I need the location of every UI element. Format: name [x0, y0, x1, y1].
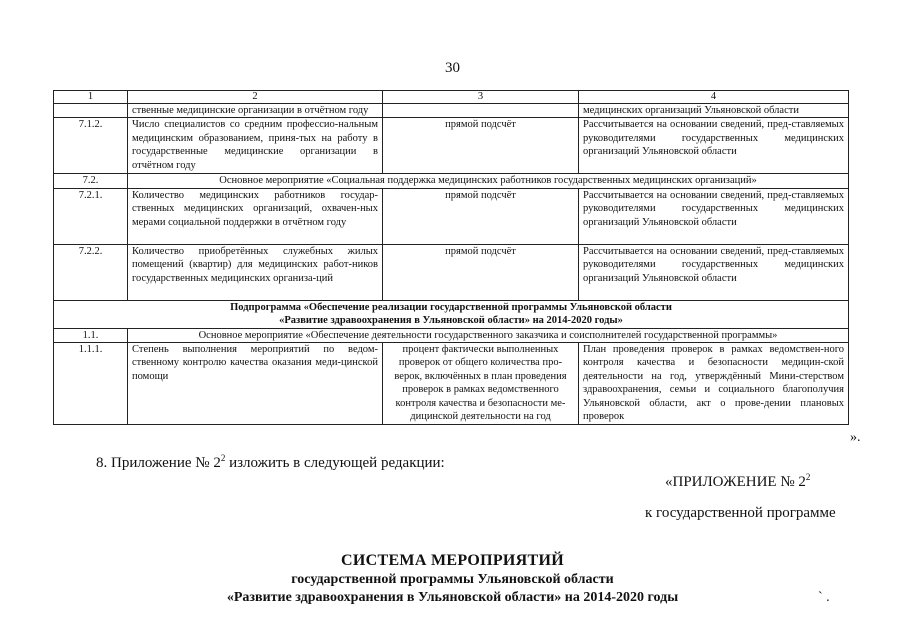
row-number: 7.2. [54, 174, 128, 188]
document-subtitle-program: «Развитие здравоохранения в Ульяновской области» на 2014-2020 годы [226, 590, 679, 605]
calculation-method: прямой подсчёт [383, 188, 579, 244]
calculation-method [383, 104, 579, 118]
state-program-line: к государственной программе [645, 505, 836, 521]
amendment-tail: изложить в следующей редакции: [225, 455, 445, 471]
scan-specks: ` . [818, 590, 830, 605]
section-row [54, 328, 849, 342]
row-number: 1.1.1. [54, 343, 128, 425]
measures-table [53, 90, 849, 425]
section-title: Основное мероприятие «Обеспечение деятельности государственного заказчика и соисполнителей государственной программы» [128, 328, 849, 342]
row-number [54, 104, 128, 118]
calculation-method: прямой подсчёт [383, 244, 579, 300]
data-source: Рассчитывается на основании сведений, пред-ставляемых руководителями государственных медицинских организаций Ульяновской области [579, 244, 849, 300]
calculation-method: процент фактически выполненных проверок от общего количества про-верок, включённых в план проведения проверок в рамках ведомственного контроля качества и безопасности ме-дицинской деятельности на год [383, 343, 579, 425]
table-row [54, 343, 849, 425]
amendment-paragraph [96, 455, 445, 472]
appendix-label [665, 474, 810, 491]
row-number: 1.1. [54, 328, 128, 342]
data-source: План проведения проверок в рамках ведомствен-ного контроля качества и безопасности медицин-ской деятельности на год, утверждённый Мини-стерством здравоохранения, семьи и социального благополучия Ульяновской области, акт о прове-дении плановых проверок [579, 343, 849, 425]
data-source: Рассчитывается на основании сведений, пред-ставляемых руководителями государственных медицинских организаций Ульяновской области [579, 118, 849, 174]
closing-quote: ». [850, 430, 861, 445]
calculation-method: прямой подсчёт [383, 118, 579, 174]
page-number: 30 [445, 60, 460, 76]
appendix-text: «ПРИЛОЖЕНИЕ № 2 [665, 474, 806, 490]
section-row [54, 174, 849, 188]
subprogram-title-line1: Подпрограмма «Обеспечение реализации государственной программы Ульяновской области [230, 301, 672, 313]
subprogram-row [54, 300, 849, 328]
document-subtitle: государственной программы Ульяновской области [291, 572, 614, 587]
table-row [54, 188, 849, 244]
header-cell-2: 2 [128, 91, 383, 104]
document-title: СИСТЕМА МЕРОПРИЯТИЙ [341, 552, 564, 569]
header-cell-4: 4 [579, 91, 849, 104]
subprogram-title [54, 300, 849, 328]
header-cell-3: 3 [383, 91, 579, 104]
appendix-superscript: 2 [805, 472, 811, 482]
data-source: Рассчитывается на основании сведений, пред-ставляемых руководителями государственных медицинских организаций Ульяновской области [579, 188, 849, 244]
section-title: Основное мероприятие «Социальная поддержка медицинских работников государственных медицинских организаций» [128, 174, 849, 188]
table-header-row [54, 91, 849, 104]
table-row [54, 244, 849, 300]
row-number: 7.2.1. [54, 188, 128, 244]
amendment-text: 8. Приложение № 2 [96, 455, 221, 471]
table-row [54, 118, 849, 174]
header-cell-1: 1 [54, 91, 128, 104]
subprogram-title-line2: «Развитие здравоохранения в Ульяновской области» на 2014-2020 годы» [279, 315, 623, 327]
indicator-name: Число специалистов со средним профессио-нальным медицинским образованием, приня-тых на работу в государственные медицинские организации в отчётном году [128, 118, 383, 174]
data-source: медицинских организаций Ульяновской области [579, 104, 849, 118]
amendment-superscript: 2 [220, 453, 226, 463]
row-number: 7.2.2. [54, 244, 128, 300]
table-row [54, 104, 849, 118]
row-number: 7.1.2. [54, 118, 128, 174]
indicator-name: ственные медицинские организации в отчётном году [128, 104, 383, 118]
indicator-name: Степень выполнения мероприятий по ведом-ственному контролю качества оказания меди-цинской помощи [128, 343, 383, 425]
indicator-name: Количество медицинских работников государ-ственных медицинских организаций, охвачен-ных мерами социальной поддержки в отчётном году [128, 188, 383, 244]
indicator-name: Количество приобретённых служебных жилых помещений (квартир) для медицинских работ-ников государственных медицинских организа-ций [128, 244, 383, 300]
